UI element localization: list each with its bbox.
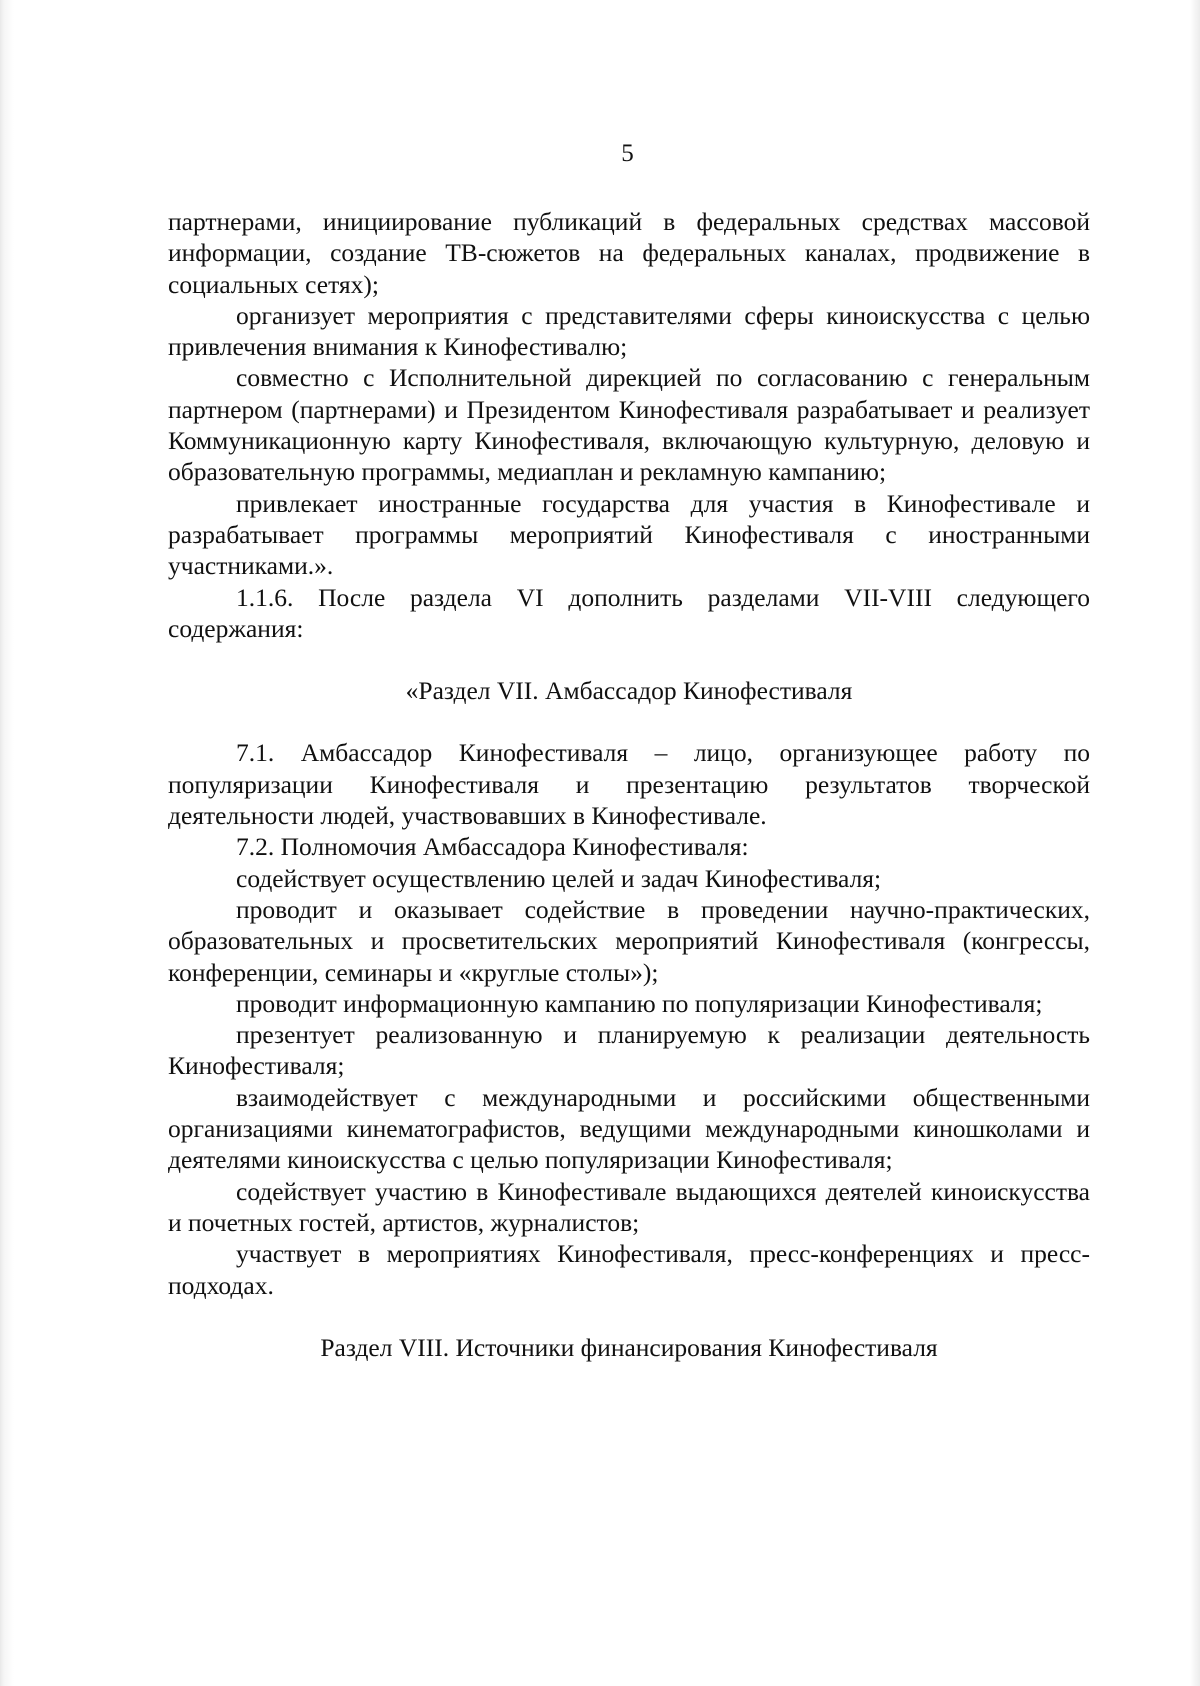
scan-edge-left <box>0 0 14 1686</box>
page-number: 5 <box>621 140 634 167</box>
list-item-goals: содействует осуществлению целей и задач Кинофестиваля; <box>236 863 882 893</box>
list-item-info-campaign: проводит информационную кампанию по популяризации Кинофестиваля; <box>236 988 1043 1018</box>
paragraph-7-1: 7.1. Амбассадор Кинофестиваля – лицо, организующее работу по популяризации Кинофестиваля и презентацию результатов творческой деятельности людей, участвовавших в Кинофестивале. <box>168 738 1090 831</box>
list-item-participation: содействует участию в Кинофестивале выдающихся деятелей киноискусства и почетных гостей, артистов, журналистов; <box>168 1176 1090 1237</box>
paragraph-communication-map: совместно с Исполнительной дирекцией по согласованию с генеральным партнером (партнерами) и Президентом Кинофестиваля разрабатывает и реализует Коммуникационную карту Кинофестиваля, включающую культурную, деловую и образовательную программы, медиаплан и рекламную кампанию; <box>168 363 1090 487</box>
paragraph-amendment-1-1-6: 1.1.6. После раздела VI дополнить разделами VII-VIII следующего содержания: <box>168 582 1090 643</box>
document-body <box>168 206 1090 1363</box>
list-item-press: участвует в мероприятиях Кинофестиваля, пресс-конференциях и пресс-подходах. <box>168 1239 1090 1300</box>
list-item-presents: презентует реализованную и планируемую к реализации деятельность Кинофестиваля; <box>168 1020 1090 1081</box>
scan-edge-right <box>1190 0 1200 1686</box>
list-item-cooperates: взаимодействует с международными и российскими общественными организациями кинематографистов, ведущими международными киношколами и деятелями киноискусства с целью популяризации Кинофестиваля; <box>168 1082 1090 1175</box>
paragraph-continuation: партнерами, инициирование публикаций в федеральных средствах массовой информации, создание ТВ-сюжетов на федеральных каналах, продвижение в социальных сетях); <box>168 207 1090 299</box>
paragraph-foreign-states: привлекает иностранные государства для участия в Кинофестивале и разрабатывает программы мероприятий Кинофестиваля с иностранными участниками.». <box>168 488 1090 581</box>
section-heading-viii: Раздел VIII. Источники финансирования Кинофестиваля <box>320 1332 938 1362</box>
section-heading-vii: «Раздел VII. Амбассадор Кинофестиваля <box>405 676 853 706</box>
paragraph-organizes-events: организует мероприятия с представителями сферы киноискусства с целью привлечения внимания к Кинофестивалю; <box>168 300 1090 362</box>
paragraph-7-2: 7.2. Полномочия Амбассадора Кинофестиваля: <box>236 832 749 862</box>
list-item-events: проводит и оказывает содействие в проведении научно-практических, образовательных и просветительских мероприятий Кинофестиваля (конгрессы, конференции, семинары и «круглые столы»); <box>168 894 1090 987</box>
